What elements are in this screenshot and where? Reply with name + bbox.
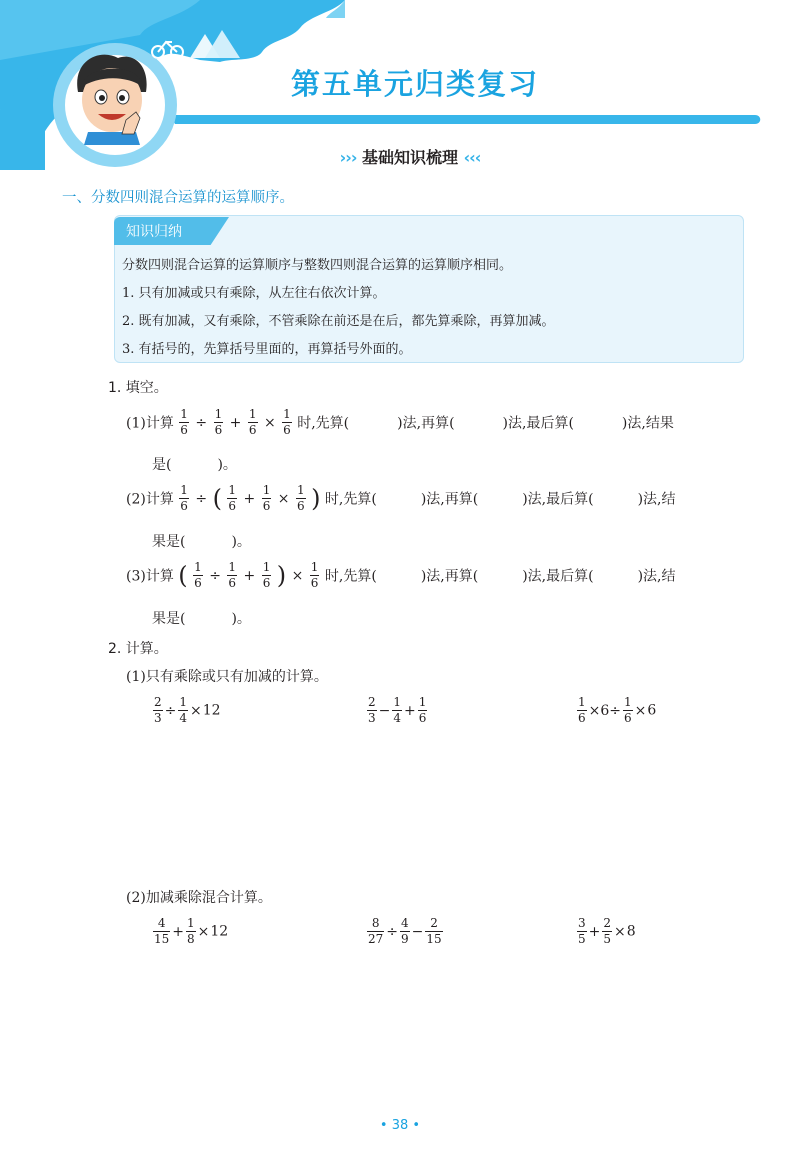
- fraction: $\frac{2}{15}$: [426, 916, 442, 946]
- operator: ×: [277, 490, 290, 507]
- fraction: $\frac{1}{6}$: [310, 560, 319, 590]
- operator: ×: [263, 414, 276, 431]
- question-2-sub2: (2)加减乘除混合计算。: [126, 890, 272, 906]
- q1-2-answer-close: )。: [231, 534, 251, 550]
- question-1-3-line2: [152, 608, 251, 628]
- paren: ): [276, 561, 287, 590]
- operator: ×: [190, 702, 202, 719]
- fraction: $\frac{1}{6}$: [262, 483, 271, 513]
- operator: +: [404, 702, 416, 719]
- operator: ×: [634, 702, 647, 719]
- fraction: $\frac{1}{6}$: [418, 695, 427, 725]
- q1-1-text: 时,先算(: [297, 415, 350, 432]
- q1-2-text: )法,结: [637, 491, 676, 508]
- fraction: $\frac{1}{6}$: [283, 407, 291, 437]
- fraction: $\frac{1}{6}$: [180, 483, 188, 513]
- question-1-heading: 1. 填空。: [108, 380, 168, 396]
- fraction: $\frac{1}{4}$: [393, 695, 402, 725]
- fraction: $\frac{1}{6}$: [194, 560, 202, 590]
- fraction: $\frac{1}{6}$: [228, 560, 237, 590]
- q1-1-answer-open: 是(: [152, 457, 172, 473]
- fraction: $\frac{1}{6}$: [262, 560, 271, 590]
- operator: ÷: [195, 414, 208, 431]
- expression-a: [152, 696, 221, 725]
- q1-2-label: (2)计算: [126, 491, 174, 508]
- question-1-3: [126, 561, 675, 590]
- section-subtitle: [300, 145, 520, 168]
- expression-e: [366, 917, 444, 946]
- q1-3-label: (3)计算: [126, 568, 174, 585]
- number: 8: [626, 923, 636, 940]
- fraction: $\frac{1}{6}$: [296, 483, 305, 513]
- knowledge-line: 分数四则混合运算的运算顺序与整数四则混合运算的运算顺序相同。: [122, 258, 513, 273]
- knowledge-line: 2. 既有加减，又有乘除，不管乘除在前还是在后，都先算乘除，再算加减。: [122, 314, 555, 329]
- q1-2-text: )法,再算(: [420, 491, 479, 508]
- fraction: $\frac{4}{15}$: [154, 916, 170, 946]
- paren: (: [212, 484, 222, 513]
- fraction: $\frac{1}{6}$: [624, 695, 632, 725]
- fraction: $\frac{2}{3}$: [154, 695, 162, 725]
- fraction: $\frac{2}{5}$: [603, 916, 612, 946]
- q1-3-text: )法,结: [637, 568, 676, 585]
- knowledge-line: 3. 有括号的，先算括号里面的，再算括号外面的。: [122, 342, 412, 357]
- fraction: $\frac{1}{6}$: [180, 407, 188, 437]
- q1-2-answer-open: 果是(: [152, 534, 186, 550]
- paren: (: [178, 561, 188, 590]
- operator: +: [243, 567, 256, 584]
- page-number: • 38 •: [379, 1118, 421, 1133]
- fraction: $\frac{1}{6}$: [578, 695, 586, 725]
- arrows-right-icon: ‹‹‹: [463, 148, 481, 167]
- expression-d: [152, 917, 228, 946]
- operator: ÷: [195, 490, 208, 507]
- expression-b: [366, 696, 428, 725]
- question-1-2-line2: [152, 531, 251, 551]
- q1-1-text: )法,最后算(: [502, 415, 574, 432]
- paren: ): [311, 484, 321, 513]
- arrows-left-icon: ›››: [339, 148, 357, 167]
- operator: −: [411, 923, 424, 940]
- q1-1-text: )法,结果: [621, 415, 674, 432]
- q1-1-answer-close: )。: [217, 457, 237, 473]
- fraction: $\frac{3}{5}$: [578, 916, 586, 946]
- number: 6: [647, 702, 657, 719]
- operator: ×6÷: [588, 702, 622, 719]
- fraction: $\frac{4}{9}$: [401, 916, 409, 946]
- q1-3-text: )法,再算(: [420, 568, 479, 585]
- operator: +: [172, 923, 185, 940]
- q1-2-text: 时,先算(: [324, 491, 377, 508]
- question-1-2: [126, 484, 675, 513]
- subtitle-text: 基础知识梳理: [361, 148, 458, 167]
- operator: ÷: [386, 923, 399, 940]
- operator: +: [229, 414, 242, 431]
- fraction: $\frac{1}{4}$: [179, 695, 188, 725]
- knowledge-tag: 知识归纳: [126, 224, 182, 240]
- operator: ×: [197, 923, 210, 940]
- operator: ÷: [209, 567, 221, 584]
- question-1-1: [126, 408, 674, 437]
- fraction: $\frac{1}{6}$: [214, 407, 223, 437]
- operator: ÷: [164, 702, 177, 719]
- fraction: $\frac{8}{27}$: [368, 916, 384, 946]
- q1-3-answer-open: 果是(: [152, 611, 186, 627]
- section-heading: 一、分数四则混合运算的运算顺序。: [62, 190, 294, 206]
- operator: ×: [614, 923, 626, 940]
- number: 12: [202, 702, 221, 719]
- question-2-sub1: (1)只有乘除或只有加减的计算。: [126, 669, 328, 685]
- expression-f: [576, 917, 636, 946]
- operator: −: [378, 702, 391, 719]
- q1-1-text: )法,再算(: [397, 415, 455, 432]
- fraction: $\frac{1}{8}$: [187, 916, 195, 946]
- fraction: $\frac{2}{3}$: [368, 695, 376, 725]
- q1-3-text: )法,最后算(: [522, 568, 594, 585]
- fraction: $\frac{1}{6}$: [228, 483, 237, 513]
- q1-1-label: (1)计算: [126, 415, 174, 432]
- q1-3-answer-close: )。: [231, 611, 251, 627]
- page-title: 第五单元归类复习: [290, 67, 539, 101]
- q1-2-text: )法,最后算(: [522, 491, 594, 508]
- question-1-1-line2: [152, 454, 237, 474]
- question-2-heading: 2. 计算。: [108, 641, 168, 657]
- q1-3-text: 时,先算(: [324, 568, 377, 585]
- knowledge-line: 1. 只有加减或只有乘除，从左往右依次计算。: [122, 286, 386, 301]
- fraction: $\frac{1}{6}$: [248, 407, 257, 437]
- operator: ×: [291, 567, 304, 584]
- operator: +: [588, 923, 601, 940]
- expression-c: [576, 696, 656, 725]
- number: 12: [210, 923, 229, 940]
- operator: +: [243, 490, 256, 507]
